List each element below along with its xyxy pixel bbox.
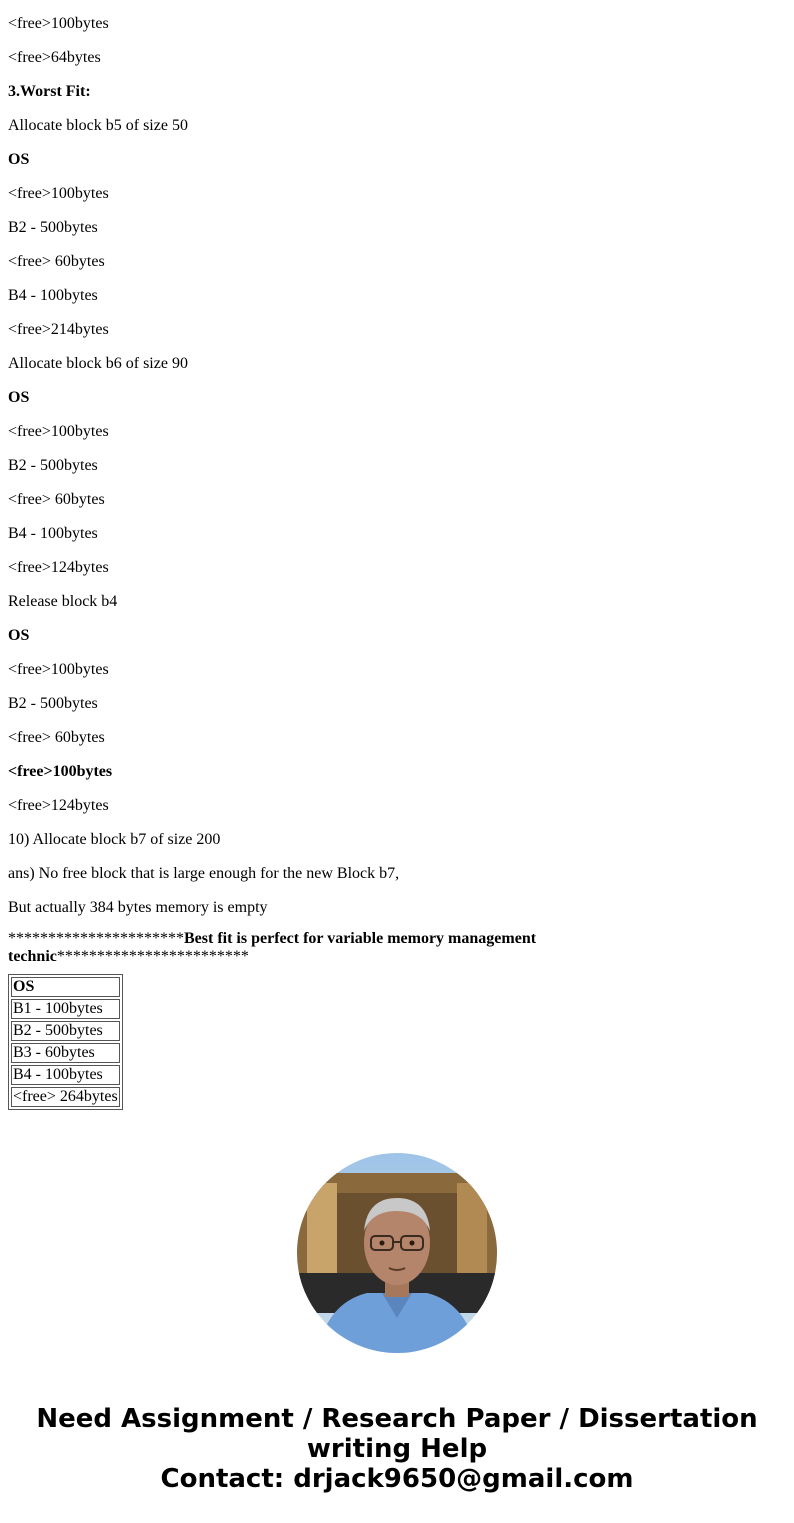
text-line: Allocate block b5 of size 50 (8, 117, 188, 134)
text-line: B4 - 100bytes (8, 287, 98, 304)
text-line: <free>100bytes (8, 661, 109, 678)
summary-stars-after: ************************ (56, 948, 249, 965)
summary-note (8, 924, 568, 966)
table-row (11, 999, 120, 1019)
text-line: <free>214bytes (8, 321, 109, 338)
text-line: <free>124bytes (8, 559, 109, 576)
text-line: B4 - 100bytes (8, 525, 98, 542)
cta-line-2: writing Help (306, 1434, 488, 1464)
table-header-os: OS (13, 978, 35, 995)
table-row (11, 1065, 120, 1085)
table-row (11, 1043, 120, 1063)
table-header-cell (11, 977, 120, 997)
text-line: OS (8, 627, 30, 644)
cta-line-1: Need Assignment / Research Paper / Dissertation (36, 1404, 758, 1434)
memory-layout-table (8, 974, 123, 1110)
author-avatar (297, 1153, 497, 1353)
contact-banner (0, 1404, 794, 1494)
text-line: B2 - 500bytes (8, 219, 98, 236)
text-line: <free>100bytes (8, 185, 109, 202)
memory-block-cell: B3 - 60bytes (11, 1043, 120, 1063)
text-line: <free> 60bytes (8, 491, 105, 508)
text-line: Allocate block b6 of size 90 (8, 355, 188, 372)
summary-bold-text: Best fit is perfect for variable memory management technic (8, 930, 537, 965)
text-line: <free>124bytes (8, 797, 109, 814)
text-line: <free>100bytes (8, 15, 109, 32)
text-line: 10) Allocate block b7 of size 200 (8, 831, 221, 848)
memory-block-cell: <free> 264bytes (13, 1088, 118, 1105)
text-line: <free> 60bytes (8, 253, 105, 270)
text-line: <free>64bytes (8, 49, 101, 66)
memory-walkthrough (8, 6, 786, 924)
table-row (11, 1021, 120, 1041)
text-line: OS (8, 151, 30, 168)
memory-block-cell: B1 - 100bytes (11, 999, 120, 1019)
text-line: <free>100bytes (8, 763, 113, 780)
cta-contact-line: Contact: drjack9650@gmail.com (160, 1464, 634, 1494)
author-portrait-image (297, 1153, 497, 1353)
text-line: ans) No free block that is large enough for the new Block b7, (8, 865, 400, 882)
text-line: B2 - 500bytes (8, 695, 98, 712)
memory-block-cell: B4 - 100bytes (11, 1065, 120, 1085)
memory-block-cell: B2 - 500bytes (11, 1021, 120, 1041)
text-line: Release block b4 (8, 593, 118, 610)
table-row (11, 1087, 120, 1107)
summary-stars-before: ********************** (8, 930, 184, 947)
text-line: 3.Worst Fit: (8, 83, 91, 100)
text-line: B2 - 500bytes (8, 457, 98, 474)
text-line: But actually 384 bytes memory is empty (8, 899, 268, 916)
text-line: <free>100bytes (8, 423, 109, 440)
table-row (11, 977, 120, 997)
text-line: <free> 60bytes (8, 729, 105, 746)
text-line: OS (8, 389, 30, 406)
